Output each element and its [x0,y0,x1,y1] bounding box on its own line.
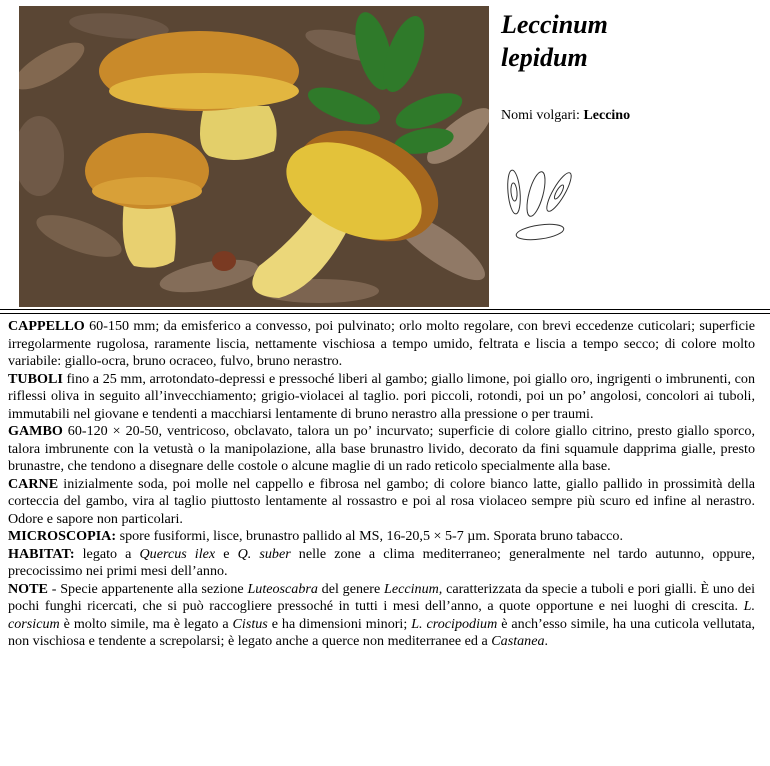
section-note [8,581,755,651]
species-description [8,318,755,651]
section-text: . [544,633,549,649]
species-name: L. corsicum [8,598,755,632]
section-gambo [8,423,755,476]
section-text: fino a 25 mm, arrotondato-depressi e pressoché liberi al gambo; giallo limone, poi giallo oro, ingrigenti o imbrunenti, con riflessi oliva in seguito all’invecchiamento; grigio-violacei al taglio. pori piccoli, rotondi, poi un po’ angolosi, concolori ai tuboli, immutabili nel giovane e tendenti a macchiarsi lentamente di bruno nerastro alla pressione o per traumi. [8,370,755,422]
common-name-label: Nomi volgari: [501,108,584,123]
section-text: inizialmente soda, poi molle nel cappello e fibrosa nel gambo; di colore bianco latte, giallo pallido in prossimità della corteccia del gambo, vira al taglio piuttosto lentamente al rossastro e poi al rosa violaceo sempre più scuro ed infine al nerastro. Odore e sapore non particolari. [8,475,755,527]
species-name: Leccinum, [384,580,443,597]
section-text: del genere [317,580,384,597]
section-text: nelle zone a clima mediterraneo; generalmente nel tardo autunno, oppure, precocissimo nei primi mesi dell’anno. [8,545,755,579]
separator-line [0,309,770,310]
spore-drawing [503,168,583,244]
common-name [501,108,630,124]
section-text: spore fusiformi, lisce, brunastro pallido al MS, 16-20,5 × 5-7 µm. Sporata bruno tabacco. [116,528,623,544]
species-name: Luteoscabra [247,580,318,597]
section-heading: CAPPELLO [8,318,85,334]
species-name: L. crocipodium [411,615,498,632]
species-title [501,8,751,74]
title-genus: Leccinum [501,10,608,39]
species-name: Quercus ilex [139,545,216,562]
common-name-value: Leccino [583,108,631,123]
section-heading: GAMBO [8,423,63,439]
section-text: è anch’esso simile, ha una cuticola vellutata, non vischiosa e tendente a screpolarsi; è legato anche a querce non mediterranee ed a [8,615,755,649]
section-text: 60-150 mm; da emisferico a convesso, poi pulvinato; orlo molto regolare, con brevi eccedenze cuticolari; superficie irregolarmente rugolosa, raramente liscia, nettamente vischiosa a tempo umido, feltrata e liscia a tempo secco; di colore molto variabile: giallo-ocra, bruno ocraceo, fulvo, bruno nerastro. [8,318,755,369]
section-heading: NOTE [8,580,48,597]
species-name: Cistus [232,615,268,632]
section-heading: HABITAT: [8,545,75,562]
mushroom-photo [19,6,489,307]
section-cappello [8,318,755,371]
separator-line [0,313,770,314]
species-name: Q. suber [237,545,291,562]
species-name: Castanea [491,633,545,649]
section-heading: TUBOLI [8,370,63,387]
section-tuboli [8,371,755,424]
title-epithet: lepidum [501,43,588,72]
section-text: legato a [74,545,140,562]
section-text: e [215,545,238,562]
section-heading: CARNE [8,475,59,492]
section-microscopia [8,528,755,546]
section-habitat [8,546,755,581]
section-text: caratterizzata da specie a tuboli e pori gialli. È uno dei pochi funghi ricercati, che si può raccogliere pressoché in tutti i mesi dell’anno, a quote opportune e nei luoghi di crescita. [8,580,755,614]
section-text: e ha dimensioni minori; [267,615,412,632]
section-heading: MICROSCOPIA: [8,528,117,544]
section-carne [8,476,755,529]
section-text: - Specie appartenente alla sezione [47,580,248,597]
section-text: 60-120 × 20-50, ventricoso, obclavato, talora un po’ incurvato; superficie di colore giallo citrino, presto giallo sporco, talora imbrunente con la vetustà o la manipolazione, alla base brunastro livido, decorato da fini squamule dapprima gialle, presto brunastre, che tendono a disegnare delle costole o alcune maglie di un rado reticolo specialmente alla base. [8,423,755,474]
section-text: è molto simile, ma è legato a [59,615,233,632]
